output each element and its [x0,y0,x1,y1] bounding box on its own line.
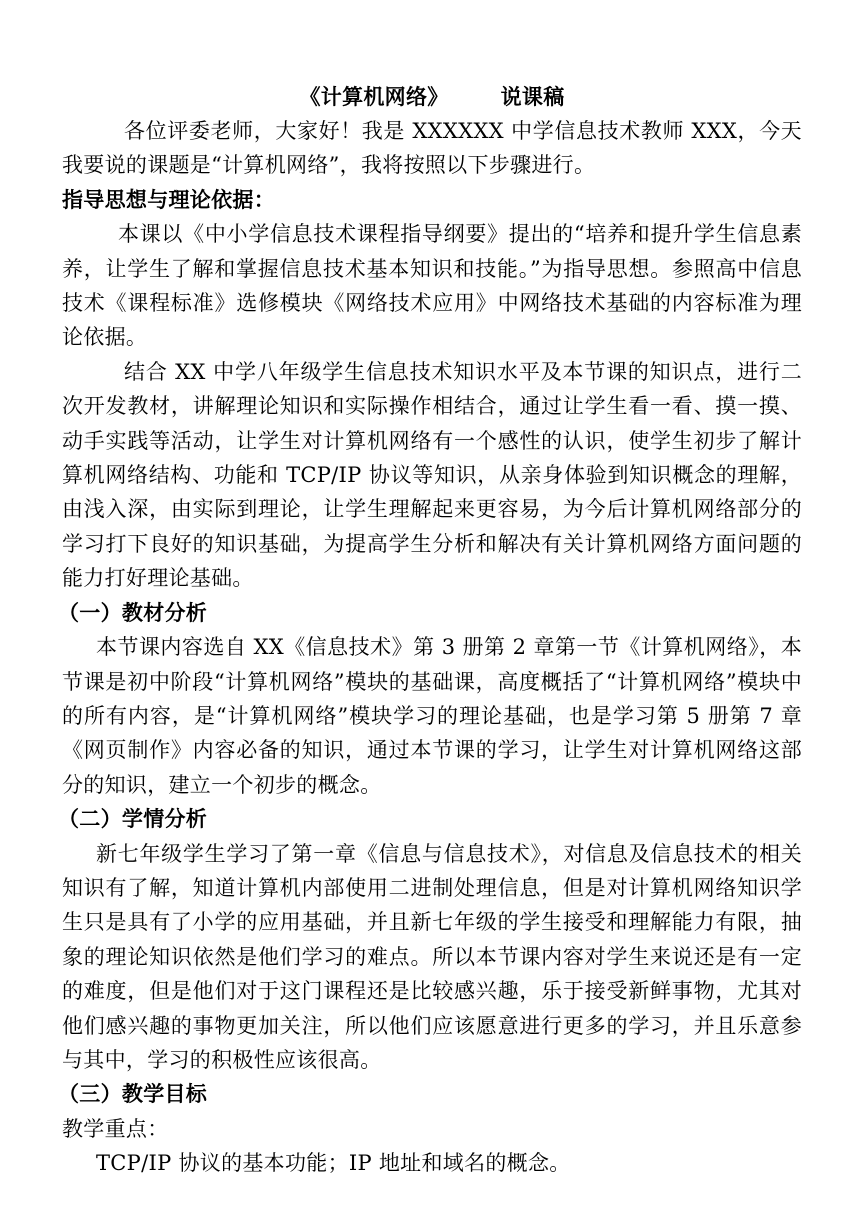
intro-paragraph: 各位评委老师，大家好！我是 XXXXXX 中学信息技术教师 XXX，今天我要说的课题是“计算机网络”，我将按照以下步骤进行。 [62,119,802,178]
students-heading: （二）学情分析 [58,806,208,832]
key-points-label: 教学重点： [62,1116,169,1141]
material-paragraph: 本节课内容选自 XX《信息技术》第 3 册第 2 章第一节《计算机网络》，本节课是初中阶段“计算机网络”模块的基础课，高度概括了“计算机网络”模块中的所有内容，是“计算机网络”模块学习的理论基础，也是学习第 5 册第 7 章《网页制作》内容必备的知识，通过本节课的学习，让学生对计算机网络这部分的知识，建立一个初步的概念。 [62,635,802,797]
key-points-text: TCP/IP 协议的基本功能；IP 地址和域名的概念。 [96,1151,571,1176]
guiding-paragraph-1: 本课以《中小学信息技术课程指导纲要》提出的“培养和提升学生信息素养，让学生了解和掌握信息技术基本知识和技能。”为指导思想。参照高中信息技术《课程标准》选修模块《网络技术应用》中网络技术基础的内容标准为理论依据。 [62,222,802,350]
document-page [58,80,802,1181]
title-suffix: 说课稿 [500,84,565,109]
students-paragraph: 新七年级学生学习了第一章《信息与信息技术》，对信息及信息技术的相关知识有了解，知道计算机内部使用二进制处理信息，但是对计算机网络知识学生只是具有了小学的应用基础，并且新七年级的学生接受和理解能力有限，抽象的理论知识依然是他们学习的难点。所以本节课内容对学生来说还是有一定的难度，但是他们对于这门课程还是比较感兴趣，乐于接受新鲜事物，尤其对他们感兴趣的事物更加关注，所以他们应该愿意进行更多的学习，并且乐意参与其中，学习的积极性应该很高。 [62,841,802,1072]
page-title [62,80,802,114]
material-heading: （一）教材分析 [58,599,208,625]
title-main: 《计算机网络》 [299,84,449,109]
guiding-paragraph-2: 结合 XX 中学八年级学生信息技术知识水平及本节课的知识点，进行二次开发教材，讲解理论知识和实际操作相结合，通过让学生看一看、摸一摸、动手实践等活动，让学生对计算机网络有一个感性的认识，使学生初步了解计算机网络结构、功能和 TCP/IP 协议等知识，从亲身体验到知识概念的理解，由浅入深，由实际到理论，让学生理解起来更容易，为今后计算机网络部分的学习打下良好的知识基础，为提高学生分析和解决有关计算机网络方面问题的能力打好理论基础。 [62,359,802,591]
goals-heading: （三）教学目标 [58,1081,208,1107]
guiding-heading: 指导思想与理论依据： [62,186,275,212]
